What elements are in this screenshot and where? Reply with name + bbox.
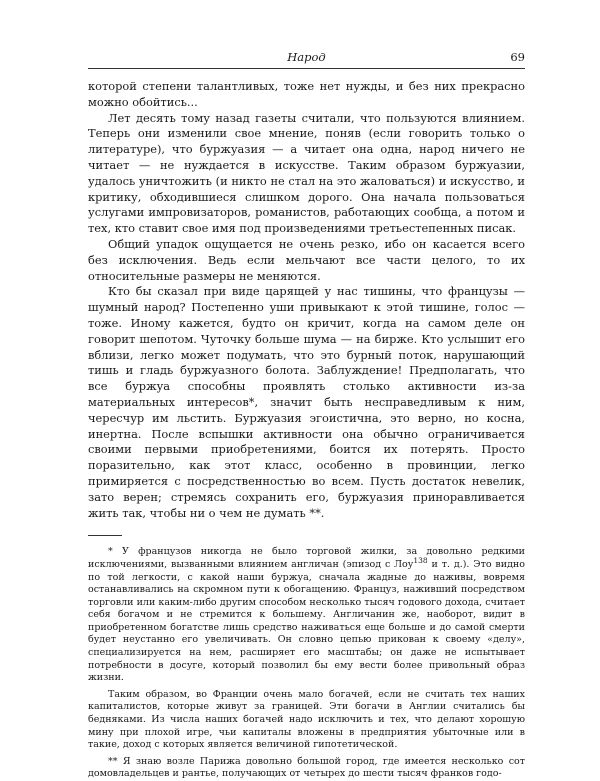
paragraph-text: Кто бы сказал при виде царящей у нас тишины, что французы — шумный народ? Постепенно уши привыкают к этой тишине, голос — тоже. Иному кажется, будто он кричит, когда на самом деле он говорит шепотом. Чуточку больше шума — на бирже. Кто услышит его вблизи, легко может подумать, что это бурный поток, нарушающий тишь и гладь буржуазного болота. Заблуждение! Предполагать, что все буржуа способны проявлять столько активности из-за материальных интересов [88, 284, 525, 409]
main-text [88, 79, 525, 521]
footnote [88, 546, 525, 685]
footnotes [88, 546, 525, 781]
footnote: Таким образом, во Франции очень мало богачей, если не считать тех наших капиталистов, которые живут за границей. Эти богачи в Англии считались бы бедняками. Из числа наших богачей надо исключить и тех, что делают хорошую мину при плохой игре, чьи капиталы вложены в предприятия убыточные или в такие, доход с которых является величиной гипотетической. [88, 688, 525, 751]
footnote: ** Я знаю возле Парижа довольно большой город, где имеется несколько сот домовладельцев и рантье, получающих от четырех до шести тысяч франков годо- [88, 755, 525, 780]
footnote-divider [88, 535, 122, 536]
paragraph-text: , значит быть несправедливым к ним, чересчур им льстить. Буржуазия эгоистична, это верно, но косна, инертна. После вспышки активности она обычно ограничивается своими первыми приобретениями, боится их потерять. Просто поразительно, как этот класс, особенно в провинции, легко примиряется с посредственностью во всем. Пусть достаток невелик, зато верен; стремясь сохранить его, буржуазия приноравливается жить так, чтобы ни о чем не думать [88, 394, 525, 520]
paragraph-continuation: которой степени талантливых, тоже нет нужды, и без них прекрасно можно обойтись... [88, 79, 525, 109]
paragraph [88, 284, 525, 521]
paragraph-text: . [320, 505, 325, 520]
endnote-reference: 138 [413, 555, 428, 565]
running-header [88, 48, 525, 69]
footnote-text: * У французов никогда не было торговой жилки, за довольно редкими исключениями, вызванными влиянием англичан (эпизод с Лоу [88, 546, 525, 570]
footnote-marker: ** [305, 505, 321, 520]
running-title: Народ [287, 50, 326, 64]
footnote-text: и т. д.). Это видно по той легкости, с какой наши буржуа, сначала жадные до наживы, вовремя останавливались на скромном пути к обогащению. Француз, наживший посредством торговли или каким-либо другим способом несколько тысяч годового дохода, считает себя богачом и не стремится к большему. Англичанин же, наоборот, видит в приобретенном богатстве лишь средство наживаться еще больше и до самой смерти будет неустанно его увеличивать. Он словно цепью прикован к своему «делу», специализируется на нем, расширяет его масштабы; он даже не испытывает потребности в досуге, который позволил бы ему вести более привольный образ жизни. [88, 558, 525, 684]
footnote-marker: * [248, 394, 255, 409]
paragraph: Общий упадок ощущается не очень резко, ибо он касается всего без исключения. Ведь если мельчают все части целого, то их относительные размеры не меняются. [88, 236, 525, 283]
page-number: 69 [510, 50, 525, 64]
book-page [88, 48, 525, 781]
paragraph: Лет десять тому назад газеты считали, что пользуются влиянием. Теперь они изменили свое мнение, поняв (если говорить только о литературе), что буржуазия — а читает она одна, народ ничего не читает — не нуждается в искусстве. Таким образом буржуазии, удалось уничтожить (и никто не стал на это жаловаться) и искусство, и критику, обходившиеся слишком дорого. Она начала пользоваться услугами импровизаторов, романистов, работающих сообща, а потом и тех, кто ставит свое имя под произведениями третьестепенных писак. [88, 110, 525, 236]
